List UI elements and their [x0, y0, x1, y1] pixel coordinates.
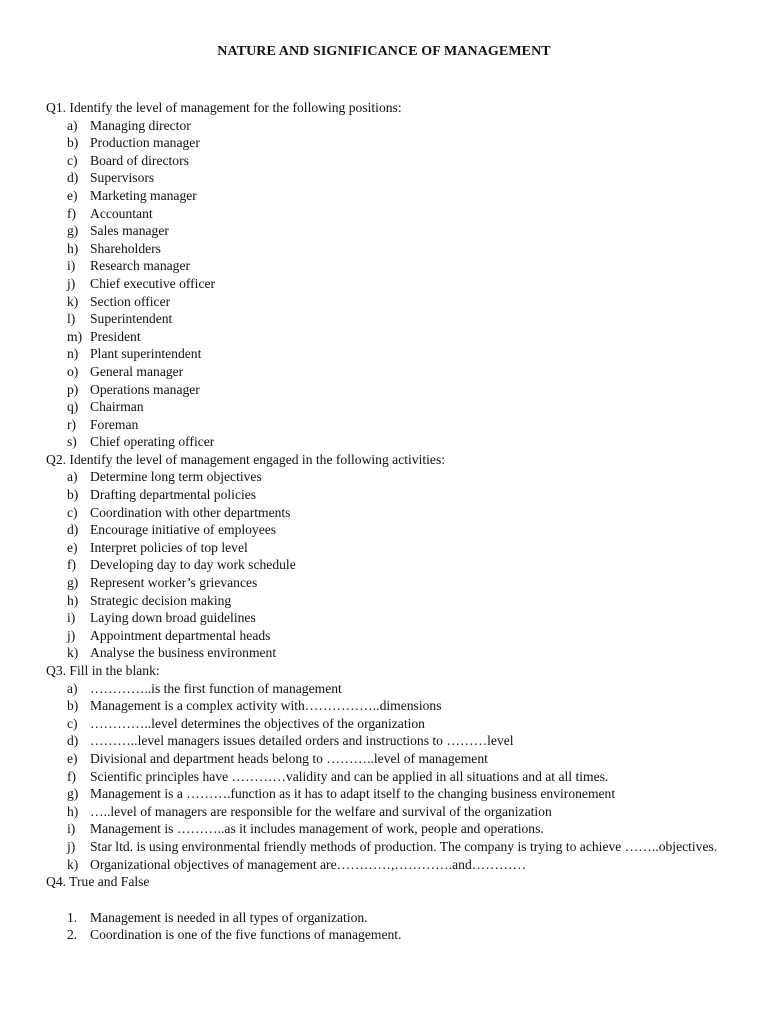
- list-item: a) Managing director: [67, 117, 191, 133]
- list-item: n) Plant superintendent: [67, 346, 202, 362]
- list-item: i) Management is ………..as it includes management of work, people and operations.: [67, 821, 544, 837]
- list-item: q) Chairman: [67, 399, 144, 415]
- list-item: a) Determine long term objectives: [67, 469, 262, 485]
- list-item: o) General manager: [67, 363, 184, 379]
- list-item: l) Superintendent: [67, 311, 173, 327]
- list-item: k) Analyse the business environment: [67, 645, 277, 661]
- list-item: e) Marketing manager: [67, 187, 197, 203]
- spacer: [46, 891, 736, 909]
- list-item: f) Developing day to day work schedule: [67, 557, 296, 573]
- document-title: NATURE AND SIGNIFICANCE OF MANAGEMENT: [217, 44, 551, 59]
- list-item: 2. Coordination is one of the five functions of management.: [67, 927, 402, 943]
- list-item: d) Encourage initiative of employees: [67, 522, 277, 538]
- list-item: e) Interpret policies of top level: [67, 539, 248, 555]
- list-item: 1. Management is needed in all types of organization.: [67, 909, 368, 925]
- list-item: c) Board of directors: [67, 152, 189, 168]
- list-item: k) Organizational objectives of management are…………,………….and…………: [67, 856, 527, 872]
- list-item: a) …………..is the first function of management: [67, 680, 342, 696]
- list-item: j) Appointment departmental heads: [67, 627, 271, 643]
- list-item: m) President: [67, 328, 141, 344]
- list-item: d) ………..level managers issues detailed orders and instructions to ………level: [67, 733, 514, 749]
- list-item: j) Star ltd. is using environmental friendly methods of production. The company is trying to achieve ……..objectives.: [67, 838, 718, 854]
- list-item: h) Strategic decision making: [67, 592, 232, 608]
- list-item: b) Management is a complex activity with……………..dimensions: [67, 698, 442, 714]
- list-item: c) …………..level determines the objectives of the organization: [67, 715, 425, 731]
- list-item: p) Operations manager: [67, 381, 200, 397]
- question-4-list: [46, 909, 736, 944]
- list-item: i) Research manager: [67, 258, 191, 274]
- question-2-list: [46, 468, 736, 662]
- question-1-list: [46, 117, 736, 451]
- list-item: g) Management is a ……….function as it has to adapt itself to the changing business environement: [67, 786, 616, 802]
- list-item: h) Shareholders: [67, 240, 161, 256]
- list-item: h) …..level of managers are responsible for the welfare and survival of the organization: [67, 803, 552, 819]
- list-item: j) Chief executive officer: [67, 275, 216, 291]
- list-item: r) Foreman: [67, 416, 139, 432]
- list-item: k) Section officer: [67, 293, 171, 309]
- question-3-heading: Q3. Fill in the blank:: [46, 663, 160, 678]
- list-item: e) Divisional and department heads belong to ………..level of management: [67, 750, 488, 766]
- list-item: b) Drafting departmental policies: [67, 487, 257, 503]
- list-item: g) Represent worker’s grievances: [67, 575, 258, 591]
- list-item: b) Production manager: [67, 135, 200, 151]
- list-item: s) Chief operating officer: [67, 434, 215, 450]
- question-3-list: [46, 680, 736, 874]
- list-item: c) Coordination with other departments: [67, 504, 291, 520]
- list-item: g) Sales manager: [67, 223, 169, 239]
- question-1-heading: Q1. Identify the level of management for the following positions:: [46, 100, 402, 115]
- list-item: f) Scientific principles have …………validity and can be applied in all situations and at all times.: [67, 768, 609, 784]
- list-item: d) Supervisors: [67, 170, 155, 186]
- list-item: f) Accountant: [67, 205, 153, 221]
- question-2-heading: Q2. Identify the level of management engaged in the following activities:: [46, 451, 446, 467]
- list-item: i) Laying down broad guidelines: [67, 610, 256, 626]
- question-4-heading: Q4. True and False: [46, 874, 150, 890]
- document-content: [46, 99, 736, 944]
